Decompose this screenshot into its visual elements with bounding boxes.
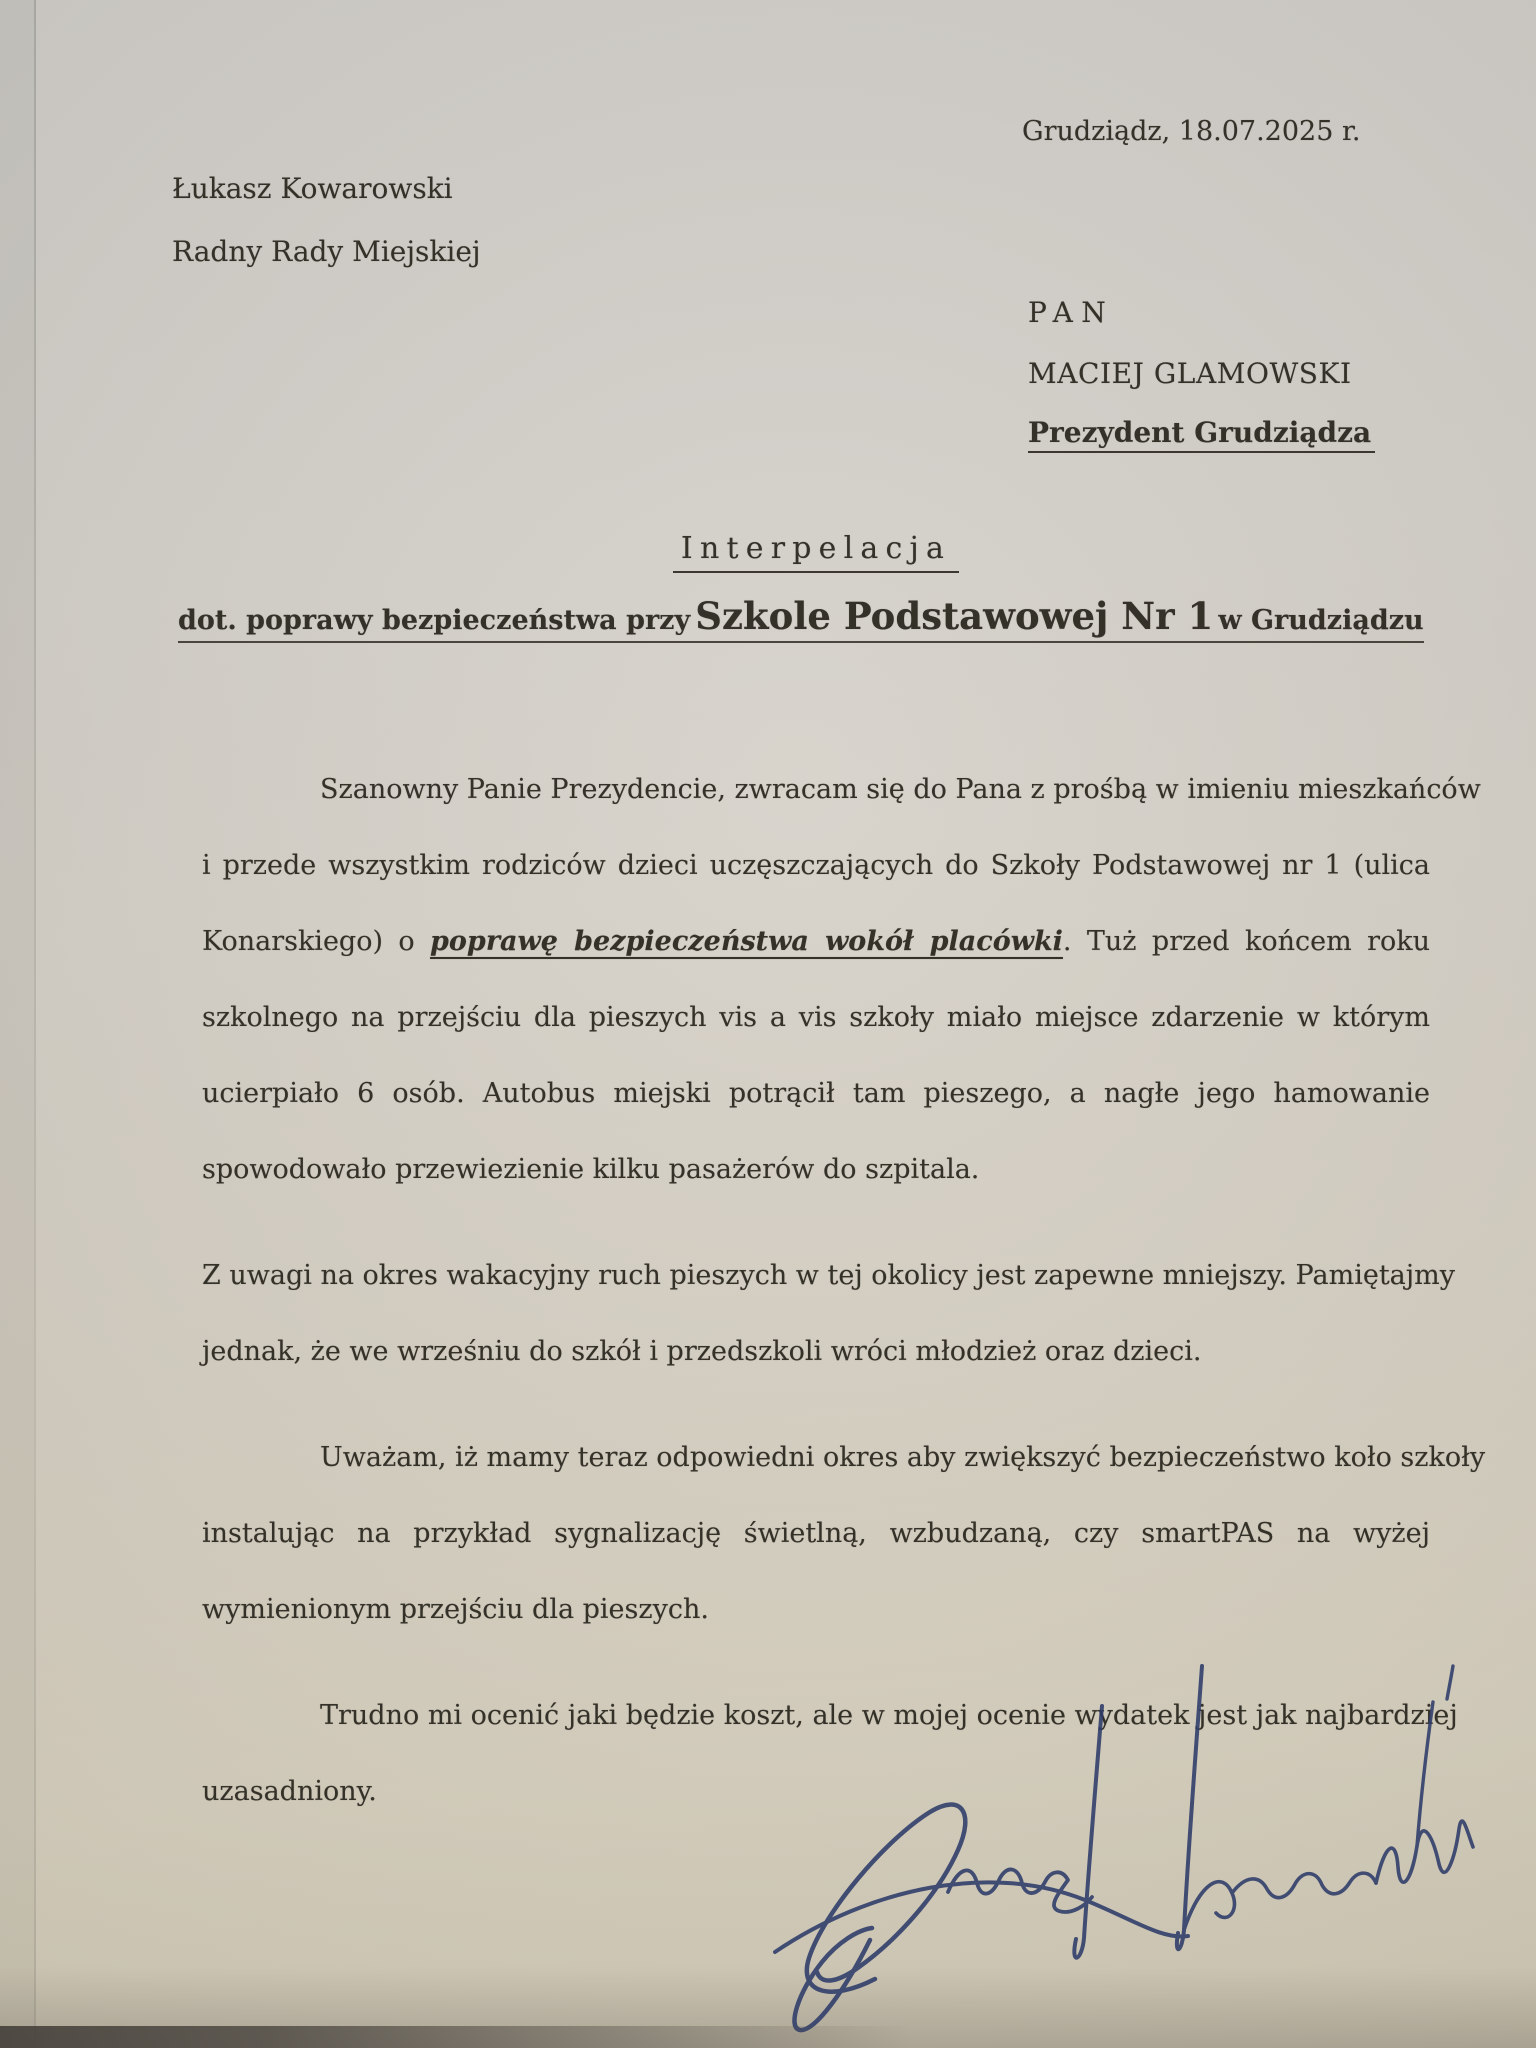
sender-title: Radny Rady Miejskiej xyxy=(172,235,481,268)
recipient-salutation: PAN xyxy=(1028,296,1115,329)
body-line: szkolnego na przejściu dla pieszych vis a vis szkoły miało miejsce zdarzenie w którym xyxy=(202,1002,1430,1033)
photo-bottom-shadow xyxy=(0,2026,952,2048)
paragraph xyxy=(202,1238,1455,1390)
paper-crease-line xyxy=(34,0,36,2048)
body-line: jednak, że we wrześniu do szkół i przedszkoli wróci młodzież oraz dzieci. xyxy=(202,1336,1202,1367)
sender-block xyxy=(172,172,481,268)
title-row xyxy=(200,531,1432,573)
document-title: Interpelacja xyxy=(673,531,959,573)
document-subject xyxy=(178,594,1424,643)
body-line-segment: . Tuż przed końcem roku xyxy=(1062,926,1430,957)
paper-left-edge xyxy=(0,0,34,2048)
body-line-segment: Konarskiego) o xyxy=(202,926,415,957)
body-line: Z uwagi na okres wakacyjny ruch pieszych w tej okolicy jest zapewne mniejszy. Pamiętajmy xyxy=(202,1260,1455,1291)
body-line: uzasadniony. xyxy=(202,1776,377,1807)
sender-name: Łukasz Kowarowski xyxy=(172,172,453,205)
paragraph xyxy=(202,752,1481,1208)
subject-row xyxy=(178,594,1424,643)
signature-handwritten-ink xyxy=(540,1640,1480,2040)
body-line: instalując na przykład sygnalizację świetlną, wzbudzaną, czy smartPAS na wyżej xyxy=(202,1518,1430,1549)
subject-prefix: dot. poprawy bezpieczeństwa przy xyxy=(178,605,691,636)
body-line: Trudno mi ocenić jaki będzie koszt, ale w mojej ocenie wydatek jest jak najbardziej xyxy=(320,1700,1458,1731)
paragraph xyxy=(202,1420,1486,1648)
body-line: Uważam, iż mamy teraz odpowiedni okres aby zwiększyć bezpieczeństwo koło szkoły xyxy=(320,1442,1486,1473)
body-line: ucierpiało 6 osób. Autobus miejski potrącił tam pieszego, a nagłe jego hamowanie xyxy=(202,1078,1430,1109)
recipient-role: Prezydent Grudziądza xyxy=(1028,416,1375,453)
body-line: Szanowny Panie Prezydencie, zwracam się do Pana z prośbą w imieniu mieszkańców xyxy=(320,774,1481,805)
body-line xyxy=(202,904,1430,980)
body-line: wymienionym przejściu dla pieszych. xyxy=(202,1594,709,1625)
date-line: Grudziądz, 18.07.2025 r. xyxy=(1022,116,1361,147)
body-line: i przede wszystkim rodziców dzieci uczęszczających do Szkoły Podstawowej nr 1 (ulica xyxy=(202,850,1430,881)
recipient-block xyxy=(1028,296,1375,453)
recipient-name: MACIEJ GLAMOWSKI xyxy=(1028,357,1352,390)
subject-main: Szkole Podstawowej Nr 1 xyxy=(695,594,1214,638)
body-line-emphasis: poprawę bezpieczeństwa wokół placówki xyxy=(430,926,1063,957)
subject-suffix: w Grudziądzu xyxy=(1218,605,1424,636)
body-line: spowodowało przewiezienie kilku pasażerów do szpitala. xyxy=(202,1154,980,1185)
